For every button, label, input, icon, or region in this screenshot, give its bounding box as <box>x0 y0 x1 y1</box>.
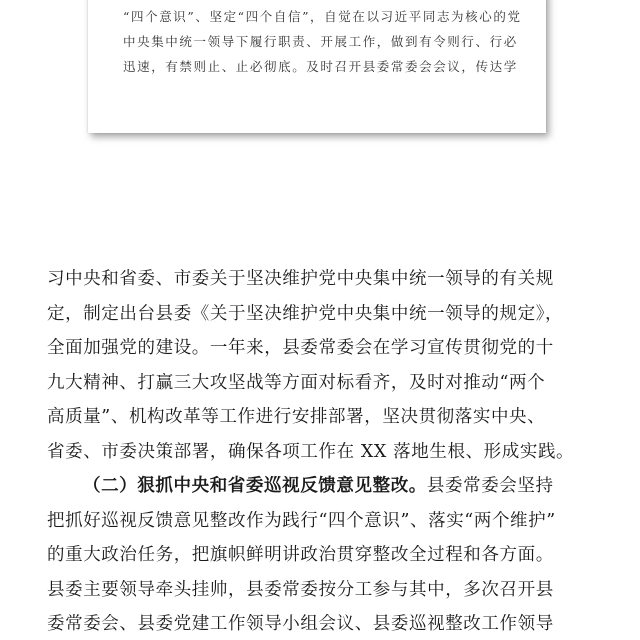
quote-card-line: “四个意识”、坚定“四个自信”，自觉在以习近平同志为核心的党 <box>123 9 522 24</box>
section-first-line-text: 县委常委会坚持 <box>426 476 554 496</box>
body-line: 全面加强党的建设。一年来，县委常委会在学习宣传贯彻党的十 <box>47 338 554 358</box>
quote-card <box>88 0 546 133</box>
section-first-line <box>47 469 607 504</box>
body-line: 高质量”、机构改革等工作进行安排部署，坚决贯彻落实中央、 <box>47 407 546 427</box>
body-line: 把抓好巡视反馈意见整改作为践行“四个意识”、落实“两个维护” <box>47 510 556 531</box>
body-line: 定，制定出台县委《关于坚决维护党中央集中统一领导的规定》， <box>47 303 564 324</box>
body-line: 九大精神、打赢三大攻坚战等方面对标看齐，及时对推动“两个 <box>47 372 546 393</box>
body-line: 习中央和省委、市委关于坚决维护党中央集中统一领导的有关规 <box>47 269 554 289</box>
body-line: 委常委会、县委党建工作领导小组会议、县委巡视整改工作领导 <box>47 614 554 634</box>
quote-card-line: 迅速，有禁则止、止必彻底。及时召开县委常委会会议，传达学 <box>123 59 518 74</box>
document-body <box>47 262 607 640</box>
quote-card-text <box>123 4 523 79</box>
section-heading: （二）狠抓中央和省委巡视反馈意见整改。 <box>83 476 427 496</box>
body-line: 县委主要领导牵头挂帅，县委常委按分工参与其中，多次召开县 <box>47 579 554 600</box>
body-line: 的重大政治任务，把旗帜鲜明讲政治贯穿整改全过程和各方面。 <box>47 545 554 565</box>
quote-card-line: 中央集中统一领导下履行职责、开展工作，做到有令则行、行必 <box>123 34 518 49</box>
body-line: 省委、市委决策部署，确保各项工作在 XX 落地生根、形成实践。 <box>47 441 575 462</box>
